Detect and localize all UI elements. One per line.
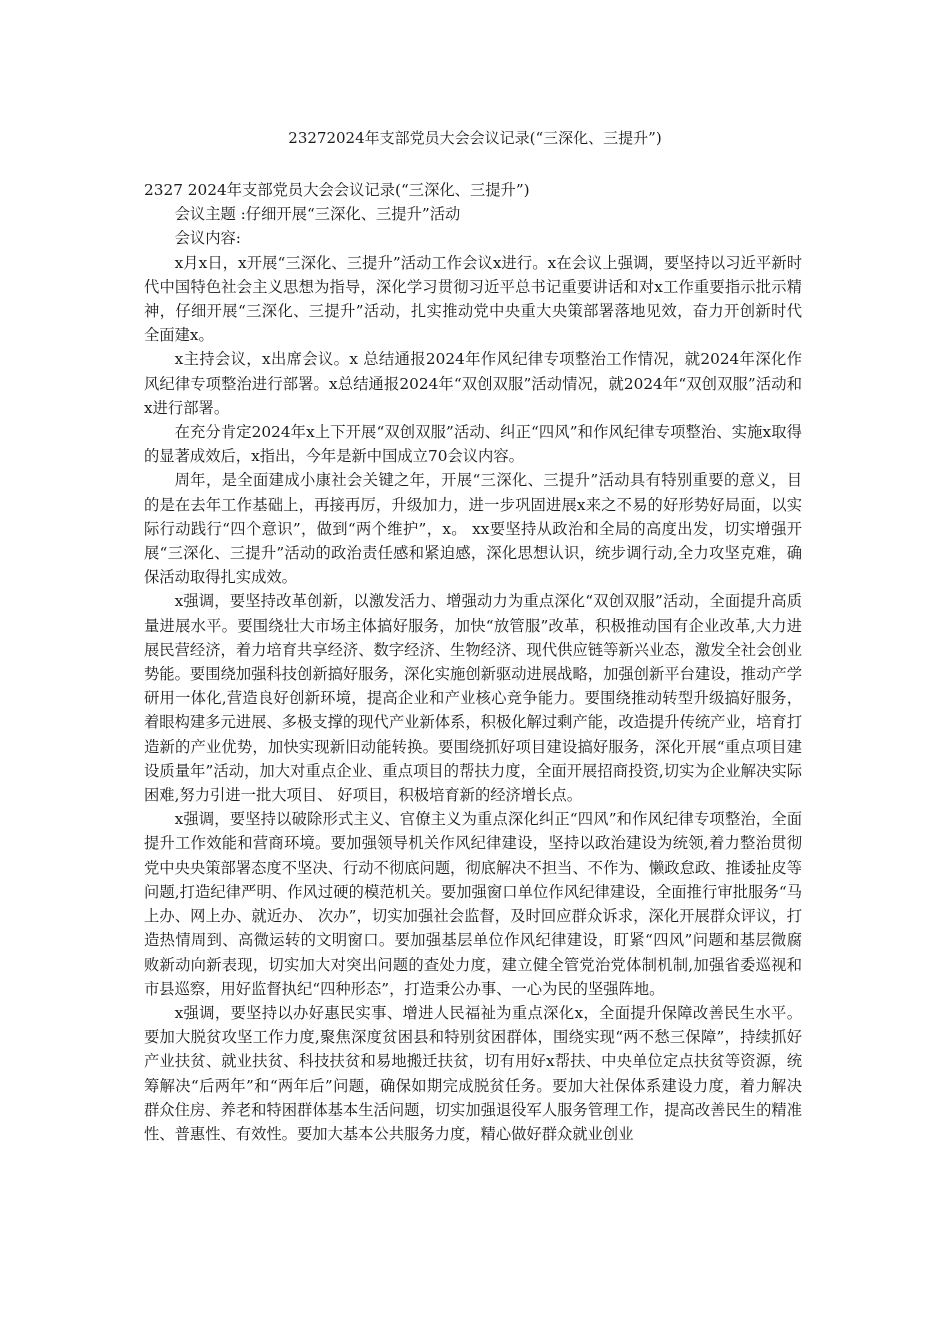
paragraph: 周年，是全面建成小康社会关键之年，开展“三深化、三提升”活动具有特别重要的意义，目的是在去年工作基础上，再接再厉，升级加力，进一步巩固进展x来之不易的好形势好局面，以实际行动践行“四个意识”，做到“两个维护”，x。 xx要坚持从政治和全局的高度出发，切实增强开展“三深化、三提升”活动的政治责任感和紧迫感，深化思想认识，统步调行动,全力攻坚克难，确保活动取得扎实成效。: [144, 471, 802, 587]
document-heading-line: 2327 2024年支部党员大会会议记录(“三深化、三提升”): [144, 181, 530, 199]
paragraph: x强调，要坚持以破除形式主义、官僚主义为重点深化纠正“四风”和作风纪律专项整治，全面提升工作效能和营商环境。要加强领导机关作风纪律建设，坚持以政治建设为统领,着力整治贯彻党中央央策部署态度不坚决、行动不彻底问题，彻底解决不担当、不作为、懒政怠政、推诿扯皮等问题,打造纪律严明、作风过硬的模范机关。要加强窗口单位作风纪律建设，全面推行审批服务“马上办、网上办、就近办、 次办”，切实加强社会监督，及时回应群众诉求，深化开展群众评议，打造热情周到、高微运转的文明窗口。要加强基层单位作风纪律建设，盯紧“四风”问题和基层微腐败新动向新表现，切实加大对突出问题的查处力度，建立健全管党治党体制机制,加强省委巡视和市县巡察，用好监督执纪“四种形态”，打造秉公办事、一心为民的坚强阵地。: [144, 810, 802, 998]
paragraph: x主持会议，x出席会议。x 总结通报2024年作风纪律专项整治工作情况，就2024年深化作风纪律专项整治进行部署。x总结通报2024年“双创双服”活动情况，就2024年“双创双服”活动和x进行部署。: [144, 350, 802, 417]
document-title: 23272024年支部党员大会会议记录(“三深化、三提升”): [288, 129, 662, 147]
meeting-content-label: 会议内容:: [174, 229, 241, 248]
paragraph: x月x日，x开展“三深化、三提升”活动工作会议x进行。x在会议上强调，要坚持以习近平新时代中国特色社会主义思想为指导，深化学习贯彻习近平总书记重要讲话和对x工作重要指示批示精神，仔细开展“三深化、三提升”活动，扎实推动党中央重大央策部署落地见效，奋力开创新时代全面建x。: [144, 253, 802, 345]
document-body: [144, 178, 802, 1146]
paragraph: 在充分肯定2024年x上下开展“双创双服”活动、纠正“四风”和作风纪律专项整治、实施x取得的显著成效后，x指出，今年是新中国成立70会议内容。: [144, 423, 802, 466]
paragraph: x强调，要坚持以办好惠民实事、增进人民福祉为重点深化x，全面提升保障改善民生水平。要加大脱贫攻坚工作力度,聚焦深度贫困县和特别贫困群体，围绕实现“两不愁三保障”，持续抓好产业扶贫、就业扶贫、科技扶贫和易地搬迁扶贫，切有用好x帮扶、中央单位定点扶贫等资源，统筹解决“后两年”和“两年后”问题，确保如期完成脱贫任务。要加大社保体系建设力度，着力解决群众住房、养老和特困群体基本生活问题，切实加强退役军人服务管理工作，提高改善民生的精准性、普惠性、有效性。要加大基本公共服务力度，精心做好群众就业创业: [144, 1003, 802, 1143]
meeting-theme: 会议主题 :仔细开展“三深化、三提升”活动: [174, 205, 461, 224]
paragraph: x强调，要坚持改革创新，以激发活力、增强动力为重点深化“双创双服”活动，全面提升高质量进展水平。要围绕壮大市场主体搞好服务，加快“放管服”改革，积极推动国有企业改革,大力进展民营经济，着力培育共享经济、数字经济、生物经济、现代供应链等新兴业态，激发全社会创业势能。要围绕加强科技创新搞好服务，深化实施创新驱动进展战略，加强创新平台建设，推动产学研用一体化,营造良好创新环境，提高企业和产业核心竞争能力。要围绕推动转型升级搞好服务，着眼构建多元进展、多极支撑的现代产业新体系，积极化解过剩产能，改造提升传统产业，培育打造新的产业优势，加快实现新旧动能转换。要围绕抓好项目建设搞好服务，深化开展“重点项目建设质量年”活动，加大对重点企业、重点项目的帮扶力度，全面开展招商投资,切实为企业解决实际困难,努力引进一批大项目、 好项目，积极培育新的经济增长点。: [144, 592, 802, 805]
